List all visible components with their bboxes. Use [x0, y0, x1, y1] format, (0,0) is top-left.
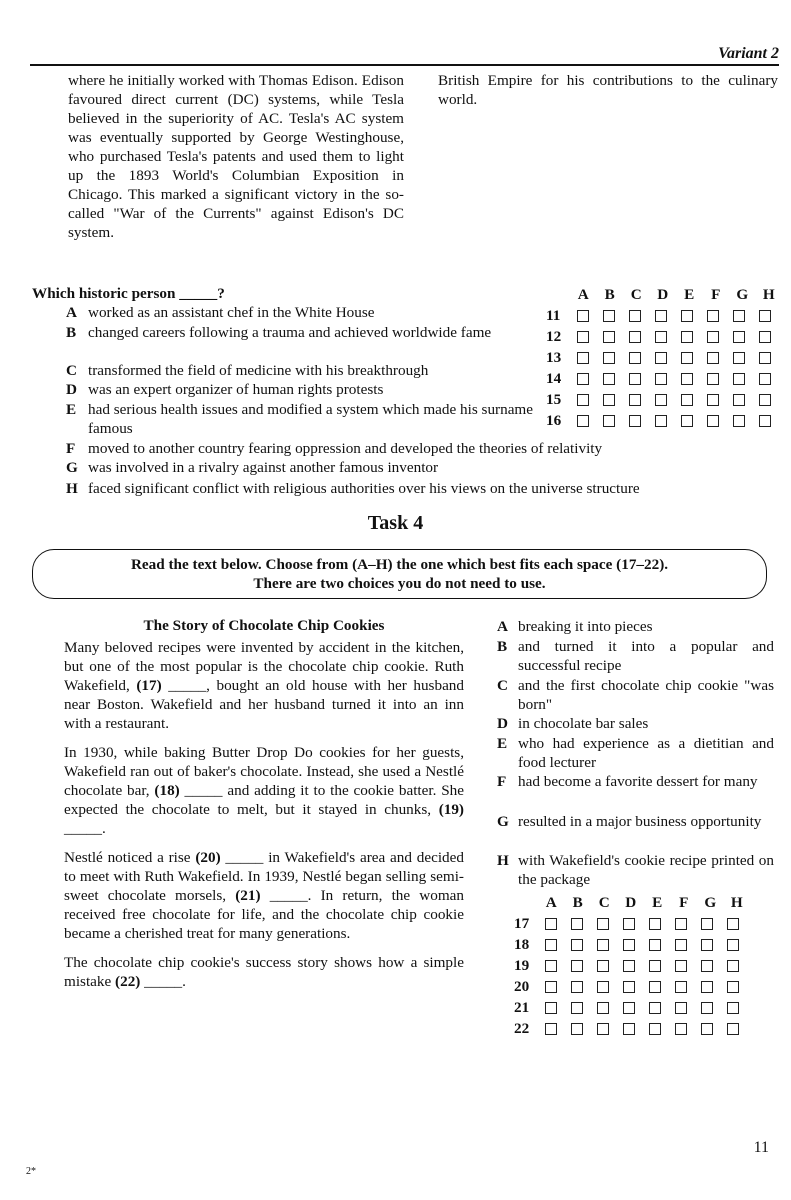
- header-rule: [30, 64, 779, 66]
- answer-checkbox[interactable]: [707, 310, 719, 322]
- story-paragraph: In 1930, while baking Butter Drop Do cookies for her guests, Wakefield ran out of baker's chocolate. Instead, she used a Nestlé chocolate bar, (18) _____ and adding it to the cookie batter. She expected the chocolate to melt, but it stayed in chunks, (19) _____.: [64, 744, 464, 837]
- answer-checkbox[interactable]: [577, 373, 589, 385]
- answer-checkbox[interactable]: [597, 939, 609, 951]
- answer-checkbox[interactable]: [727, 981, 739, 993]
- answer-checkbox[interactable]: [571, 918, 583, 930]
- page-number: 11: [753, 1139, 769, 1156]
- answer-checkbox[interactable]: [577, 310, 589, 322]
- answer-checkbox[interactable]: [707, 415, 719, 427]
- answer-row-15: [546, 389, 782, 410]
- answer-checkbox[interactable]: [649, 918, 661, 930]
- option-g: G was involved in a rivalry against another famous inventor: [66, 459, 439, 476]
- answer-checkbox[interactable]: [629, 310, 641, 322]
- answer-checkbox[interactable]: [649, 1023, 661, 1035]
- answer-checkbox[interactable]: [701, 981, 713, 993]
- answer-row-13: [546, 347, 782, 368]
- answer-checkbox[interactable]: [597, 1002, 609, 1014]
- answer-checkbox[interactable]: [629, 331, 641, 343]
- answer-grid-task3: [546, 285, 782, 431]
- answer-checkbox[interactable]: [759, 373, 771, 385]
- answer-row-number: 22: [514, 1020, 530, 1037]
- answer-row-number: 21: [514, 999, 530, 1016]
- grid-col-h: H: [730, 894, 743, 911]
- answer-checkbox[interactable]: [629, 352, 641, 364]
- choice-d: D in chocolate bar sales: [497, 715, 649, 732]
- choice-h: H with Wakefield's cookie recipe printed on the package: [497, 852, 774, 888]
- answer-checkbox[interactable]: [681, 352, 693, 364]
- answer-checkbox[interactable]: [655, 310, 667, 322]
- answer-checkbox[interactable]: [545, 981, 557, 993]
- answer-checkbox[interactable]: [759, 415, 771, 427]
- answer-checkbox[interactable]: [675, 981, 687, 993]
- answer-row-19: [514, 955, 750, 976]
- answer-checkbox[interactable]: [545, 960, 557, 972]
- answer-row-number: 13: [546, 349, 562, 366]
- grid-col-h: H: [762, 286, 775, 303]
- answer-row-14: [546, 368, 782, 389]
- answer-checkbox[interactable]: [675, 1023, 687, 1035]
- answer-checkbox[interactable]: [655, 352, 667, 364]
- answer-checkbox[interactable]: [701, 939, 713, 951]
- answer-row-11: [546, 305, 782, 326]
- answer-checkbox[interactable]: [629, 394, 641, 406]
- answer-checkbox[interactable]: [571, 1023, 583, 1035]
- answer-checkbox[interactable]: [623, 981, 635, 993]
- grid-col-g: G: [704, 894, 717, 911]
- grid-col-f: F: [711, 286, 721, 303]
- answer-checkbox[interactable]: [727, 1002, 739, 1014]
- answer-row-number: 18: [514, 936, 530, 953]
- answer-checkbox[interactable]: [603, 352, 615, 364]
- answer-row-22: [514, 1018, 750, 1039]
- answer-checkbox[interactable]: [597, 918, 609, 930]
- answer-checkbox[interactable]: [603, 310, 615, 322]
- choice-g: G resulted in a major business opportunity: [497, 813, 762, 830]
- answer-checkbox[interactable]: [597, 960, 609, 972]
- answer-row-number: 12: [546, 328, 562, 345]
- answer-checkbox[interactable]: [571, 939, 583, 951]
- continued-text-left: where he initially worked with Thomas Edison. Edison favoured direct current (DC) systems, while Tesla believed in the superiority of AC. Tesla's AC system was eventually supported by George Westinghouse, who purchased Tesla's patents and used them to light up the 1893 World's Columbian Exposition in Chicago. This marked a significant victory in the so-called "War of the Currents" against Edison's DC system.: [68, 72, 404, 241]
- question-title: Which historic person _____?: [32, 285, 225, 302]
- choice-b: B and turned it into a popular and successful recipe: [497, 638, 774, 674]
- task-title: Task 4: [367, 512, 424, 534]
- grid-col-d: D: [657, 286, 669, 303]
- answer-checkbox[interactable]: [733, 394, 745, 406]
- answer-checkbox[interactable]: [545, 918, 557, 930]
- answer-checkbox[interactable]: [675, 939, 687, 951]
- answer-checkbox[interactable]: [623, 1002, 635, 1014]
- answer-checkbox[interactable]: [577, 352, 589, 364]
- option-f: F moved to another country fearing oppression and developed the theories of relativity: [66, 440, 603, 457]
- answer-checkbox[interactable]: [655, 415, 667, 427]
- grid-col-b: B: [604, 286, 615, 303]
- answer-checkbox[interactable]: [603, 415, 615, 427]
- story-paragraph: The chocolate chip cookie's success story shows how a simple mistake (22) _____.: [64, 954, 464, 990]
- option-a: A worked as an assistant chef in the White House: [66, 304, 375, 321]
- grid-col-b: B: [572, 894, 583, 911]
- answer-checkbox[interactable]: [733, 352, 745, 364]
- answer-checkbox[interactable]: [707, 331, 719, 343]
- answer-checkbox[interactable]: [603, 394, 615, 406]
- answer-row-21: [514, 997, 750, 1018]
- answer-checkbox[interactable]: [707, 394, 719, 406]
- answer-checkbox[interactable]: [623, 939, 635, 951]
- answer-checkbox[interactable]: [571, 1002, 583, 1014]
- grid-col-a: A: [545, 894, 557, 911]
- choice-f: F had become a favorite dessert for many: [497, 773, 758, 790]
- answer-grid-task4: [514, 893, 750, 1039]
- answer-row-18: [514, 934, 750, 955]
- story-paragraph: Nestlé noticed a rise (20) _____ in Wakefield's area and decided to meet with Ruth Wakefield. In 1939, Nestlé began selling semi-sweet chocolate morsels, (21) _____. In return, the woman received free chocolate for life, and the chocolate chip cookie became a cherished treat for many generations.: [64, 849, 464, 942]
- answer-checkbox[interactable]: [707, 373, 719, 385]
- answer-checkbox[interactable]: [727, 939, 739, 951]
- option-e: E had serious health issues and modified a system which made his surname famous: [66, 401, 533, 437]
- option-c: C transformed the field of medicine with his breakthrough: [66, 362, 429, 379]
- answer-checkbox[interactable]: [629, 373, 641, 385]
- answer-checkbox[interactable]: [571, 981, 583, 993]
- choice-e: E who had experience as a dietitian and food lecturer: [497, 735, 774, 771]
- answer-checkbox[interactable]: [597, 1023, 609, 1035]
- answer-checkbox[interactable]: [577, 394, 589, 406]
- answer-checkbox[interactable]: [649, 981, 661, 993]
- answer-row-20: [514, 976, 750, 997]
- answer-checkbox[interactable]: [623, 918, 635, 930]
- answer-checkbox[interactable]: [733, 373, 745, 385]
- grid-col-e: E: [652, 894, 663, 911]
- answer-checkbox[interactable]: [759, 331, 771, 343]
- answer-checkbox[interactable]: [727, 1023, 739, 1035]
- answer-checkbox[interactable]: [545, 1002, 557, 1014]
- answer-checkbox[interactable]: [733, 310, 745, 322]
- grid-col-c: C: [598, 894, 610, 911]
- answer-checkbox[interactable]: [597, 981, 609, 993]
- grid-col-e: E: [684, 286, 695, 303]
- answer-row-17: [514, 913, 750, 934]
- grid-col-c: C: [630, 286, 642, 303]
- answer-checkbox[interactable]: [759, 310, 771, 322]
- answer-checkbox[interactable]: [759, 352, 771, 364]
- answer-row-12: [546, 326, 782, 347]
- answer-checkbox[interactable]: [603, 373, 615, 385]
- answer-checkbox[interactable]: [655, 373, 667, 385]
- answer-checkbox[interactable]: [649, 939, 661, 951]
- answer-checkbox[interactable]: [577, 331, 589, 343]
- grid-col-g: G: [736, 286, 749, 303]
- choice-a: A breaking it into pieces: [497, 618, 653, 635]
- continued-text-right: British Empire for his contributions to the culinary world.: [438, 72, 778, 108]
- option-h: H faced significant conflict with religious authorities over his views on the universe structure: [66, 480, 640, 497]
- answer-row-number: 16: [546, 412, 562, 429]
- story-title: The Story of Chocolate Chip Cookies: [143, 617, 385, 634]
- answer-checkbox[interactable]: [701, 918, 713, 930]
- answer-row-number: 11: [546, 307, 561, 324]
- story-paragraph: Many beloved recipes were invented by accident in the kitchen, but one of the most popular is the chocolate chip cookie. Ruth Wakefield, (17) _____, bought an old house with her husband near Boston. Wakefield and her husband turned it into an inn with a restaurant.: [64, 639, 464, 732]
- answer-checkbox[interactable]: [681, 310, 693, 322]
- answer-checkbox[interactable]: [655, 394, 667, 406]
- answer-checkbox[interactable]: [571, 960, 583, 972]
- answer-checkbox[interactable]: [707, 352, 719, 364]
- answer-checkbox[interactable]: [623, 1023, 635, 1035]
- answer-row-16: [546, 410, 782, 431]
- grid-col-d: D: [625, 894, 637, 911]
- answer-checkbox[interactable]: [603, 331, 615, 343]
- answer-row-number: 20: [514, 978, 530, 995]
- answer-row-number: 19: [514, 957, 530, 974]
- choice-c: C and the first chocolate chip cookie "was born": [497, 677, 774, 713]
- answer-checkbox[interactable]: [675, 1002, 687, 1014]
- answer-checkbox[interactable]: [727, 960, 739, 972]
- answer-checkbox[interactable]: [649, 960, 661, 972]
- instruction-box: Read the text below. Choose from (A–H) the one which best fits each space (17–22). There are two choices you do not need to use.: [32, 549, 767, 599]
- answer-checkbox[interactable]: [675, 918, 687, 930]
- answer-row-number: 15: [546, 391, 562, 408]
- answer-checkbox[interactable]: [701, 1023, 713, 1035]
- answer-checkbox[interactable]: [675, 960, 687, 972]
- answer-checkbox[interactable]: [701, 1002, 713, 1014]
- answer-checkbox[interactable]: [649, 1002, 661, 1014]
- print-mark: 2*: [26, 1166, 36, 1177]
- option-b: B changed careers following a trauma and achieved worldwide fame: [66, 324, 492, 341]
- answer-checkbox[interactable]: [733, 415, 745, 427]
- answer-checkbox[interactable]: [681, 331, 693, 343]
- grid-col-a: A: [577, 286, 589, 303]
- answer-checkbox[interactable]: [701, 960, 713, 972]
- answer-checkbox[interactable]: [759, 394, 771, 406]
- option-d: D was an expert organizer of human rights protests: [66, 381, 384, 398]
- answer-checkbox[interactable]: [629, 415, 641, 427]
- answer-checkbox[interactable]: [577, 415, 589, 427]
- answer-checkbox[interactable]: [655, 331, 667, 343]
- answer-row-number: 14: [546, 370, 562, 387]
- grid-col-f: F: [679, 894, 689, 911]
- story-text: [64, 638, 464, 1001]
- answer-checkbox[interactable]: [623, 960, 635, 972]
- answer-checkbox[interactable]: [545, 1023, 557, 1035]
- answer-checkbox[interactable]: [727, 918, 739, 930]
- answer-checkbox[interactable]: [681, 415, 693, 427]
- variant-label: Variant 2: [718, 45, 779, 62]
- answer-checkbox[interactable]: [681, 394, 693, 406]
- answer-row-number: 17: [514, 915, 530, 932]
- answer-checkbox[interactable]: [733, 331, 745, 343]
- answer-checkbox[interactable]: [545, 939, 557, 951]
- answer-checkbox[interactable]: [681, 373, 693, 385]
